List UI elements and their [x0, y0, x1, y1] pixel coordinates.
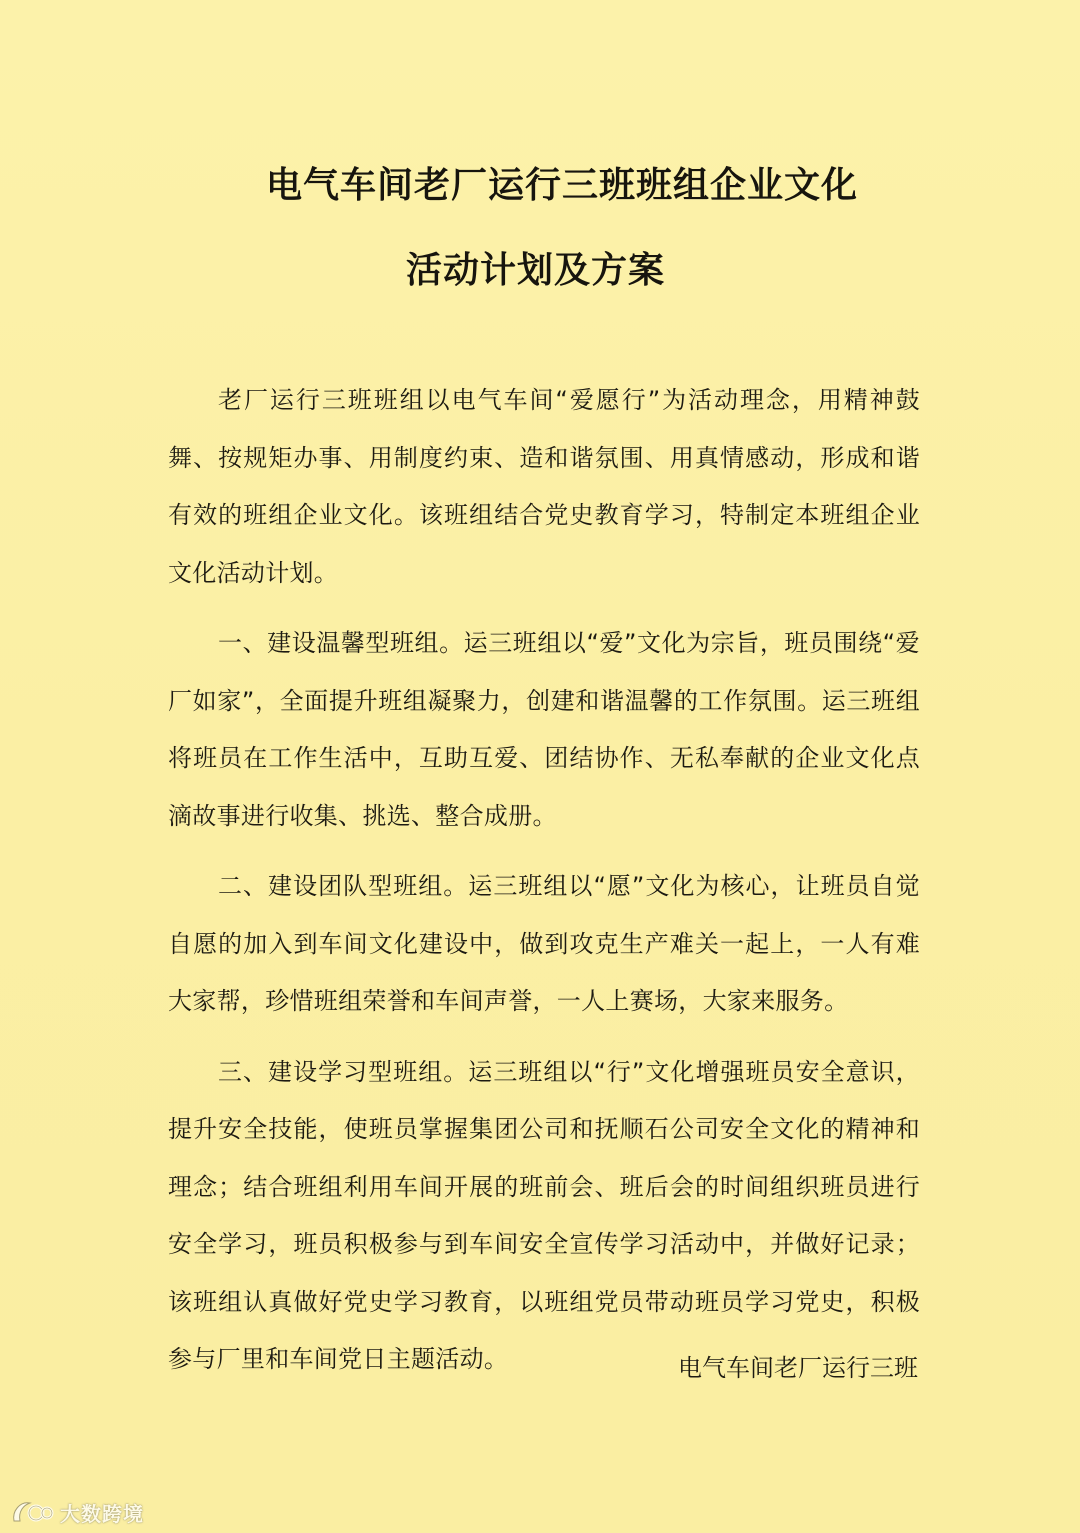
- document-title-line-2: 活动计划及方案: [406, 250, 666, 291]
- document-body: [168, 372, 920, 1402]
- paragraph-section-3: 三、建设学习型班组。运三班组以“行”文化增强班员安全意识，提升安全技能，使班员掌握集团公司和抚顺石公司安全文化的精神和理念；结合班组利用车间开展的班前会、班后会的时间组织班员进行安全学习，班员积极参与到车间安全宣传学习活动中，并做好记录；该班组认真做好党史学习教育，以班组党员带动班员学习党史，积极参与厂里和车间党日主题活动。: [168, 1057, 920, 1373]
- watermark-text: 大数跨境: [60, 1501, 144, 1526]
- paragraph-section-1: 一、建设温馨型班组。运三班组以“爱”文化为宗旨，班员围绕“爱厂如家”，全面提升班组凝聚力，创建和谐温馨的工作氛围。运三班组将班员在工作生活中，互助互爱、团结协作、无私奉献的企业文化点滴故事进行收集、挑选、整合成册。: [168, 629, 920, 830]
- document-title-line-1: 电气车间老厂运行三班班组企业文化: [266, 165, 859, 206]
- brand-logo-icon: [10, 1497, 54, 1527]
- document-signature: 电气车间老厂运行三班: [678, 1354, 918, 1382]
- paragraph-section-2: 二、建设团队型班组。运三班组以“愿”文化为核心，让班员自觉自愿的加入到车间文化建设中，做到攻克生产难关一起上，一人有难大家帮，珍惜班组荣誉和车间声誉，一人上赛场，大家来服务。: [168, 872, 920, 1015]
- paragraph-intro: 老厂运行三班班组以电气车间“爱愿行”为活动理念，用精神鼓舞、按规矩办事、用制度约束、造和谐氛围、用真情感动，形成和谐有效的班组企业文化。该班组结合党史教育学习，特制定本班组企业文化活动计划。: [168, 386, 920, 587]
- watermark: [10, 1494, 144, 1530]
